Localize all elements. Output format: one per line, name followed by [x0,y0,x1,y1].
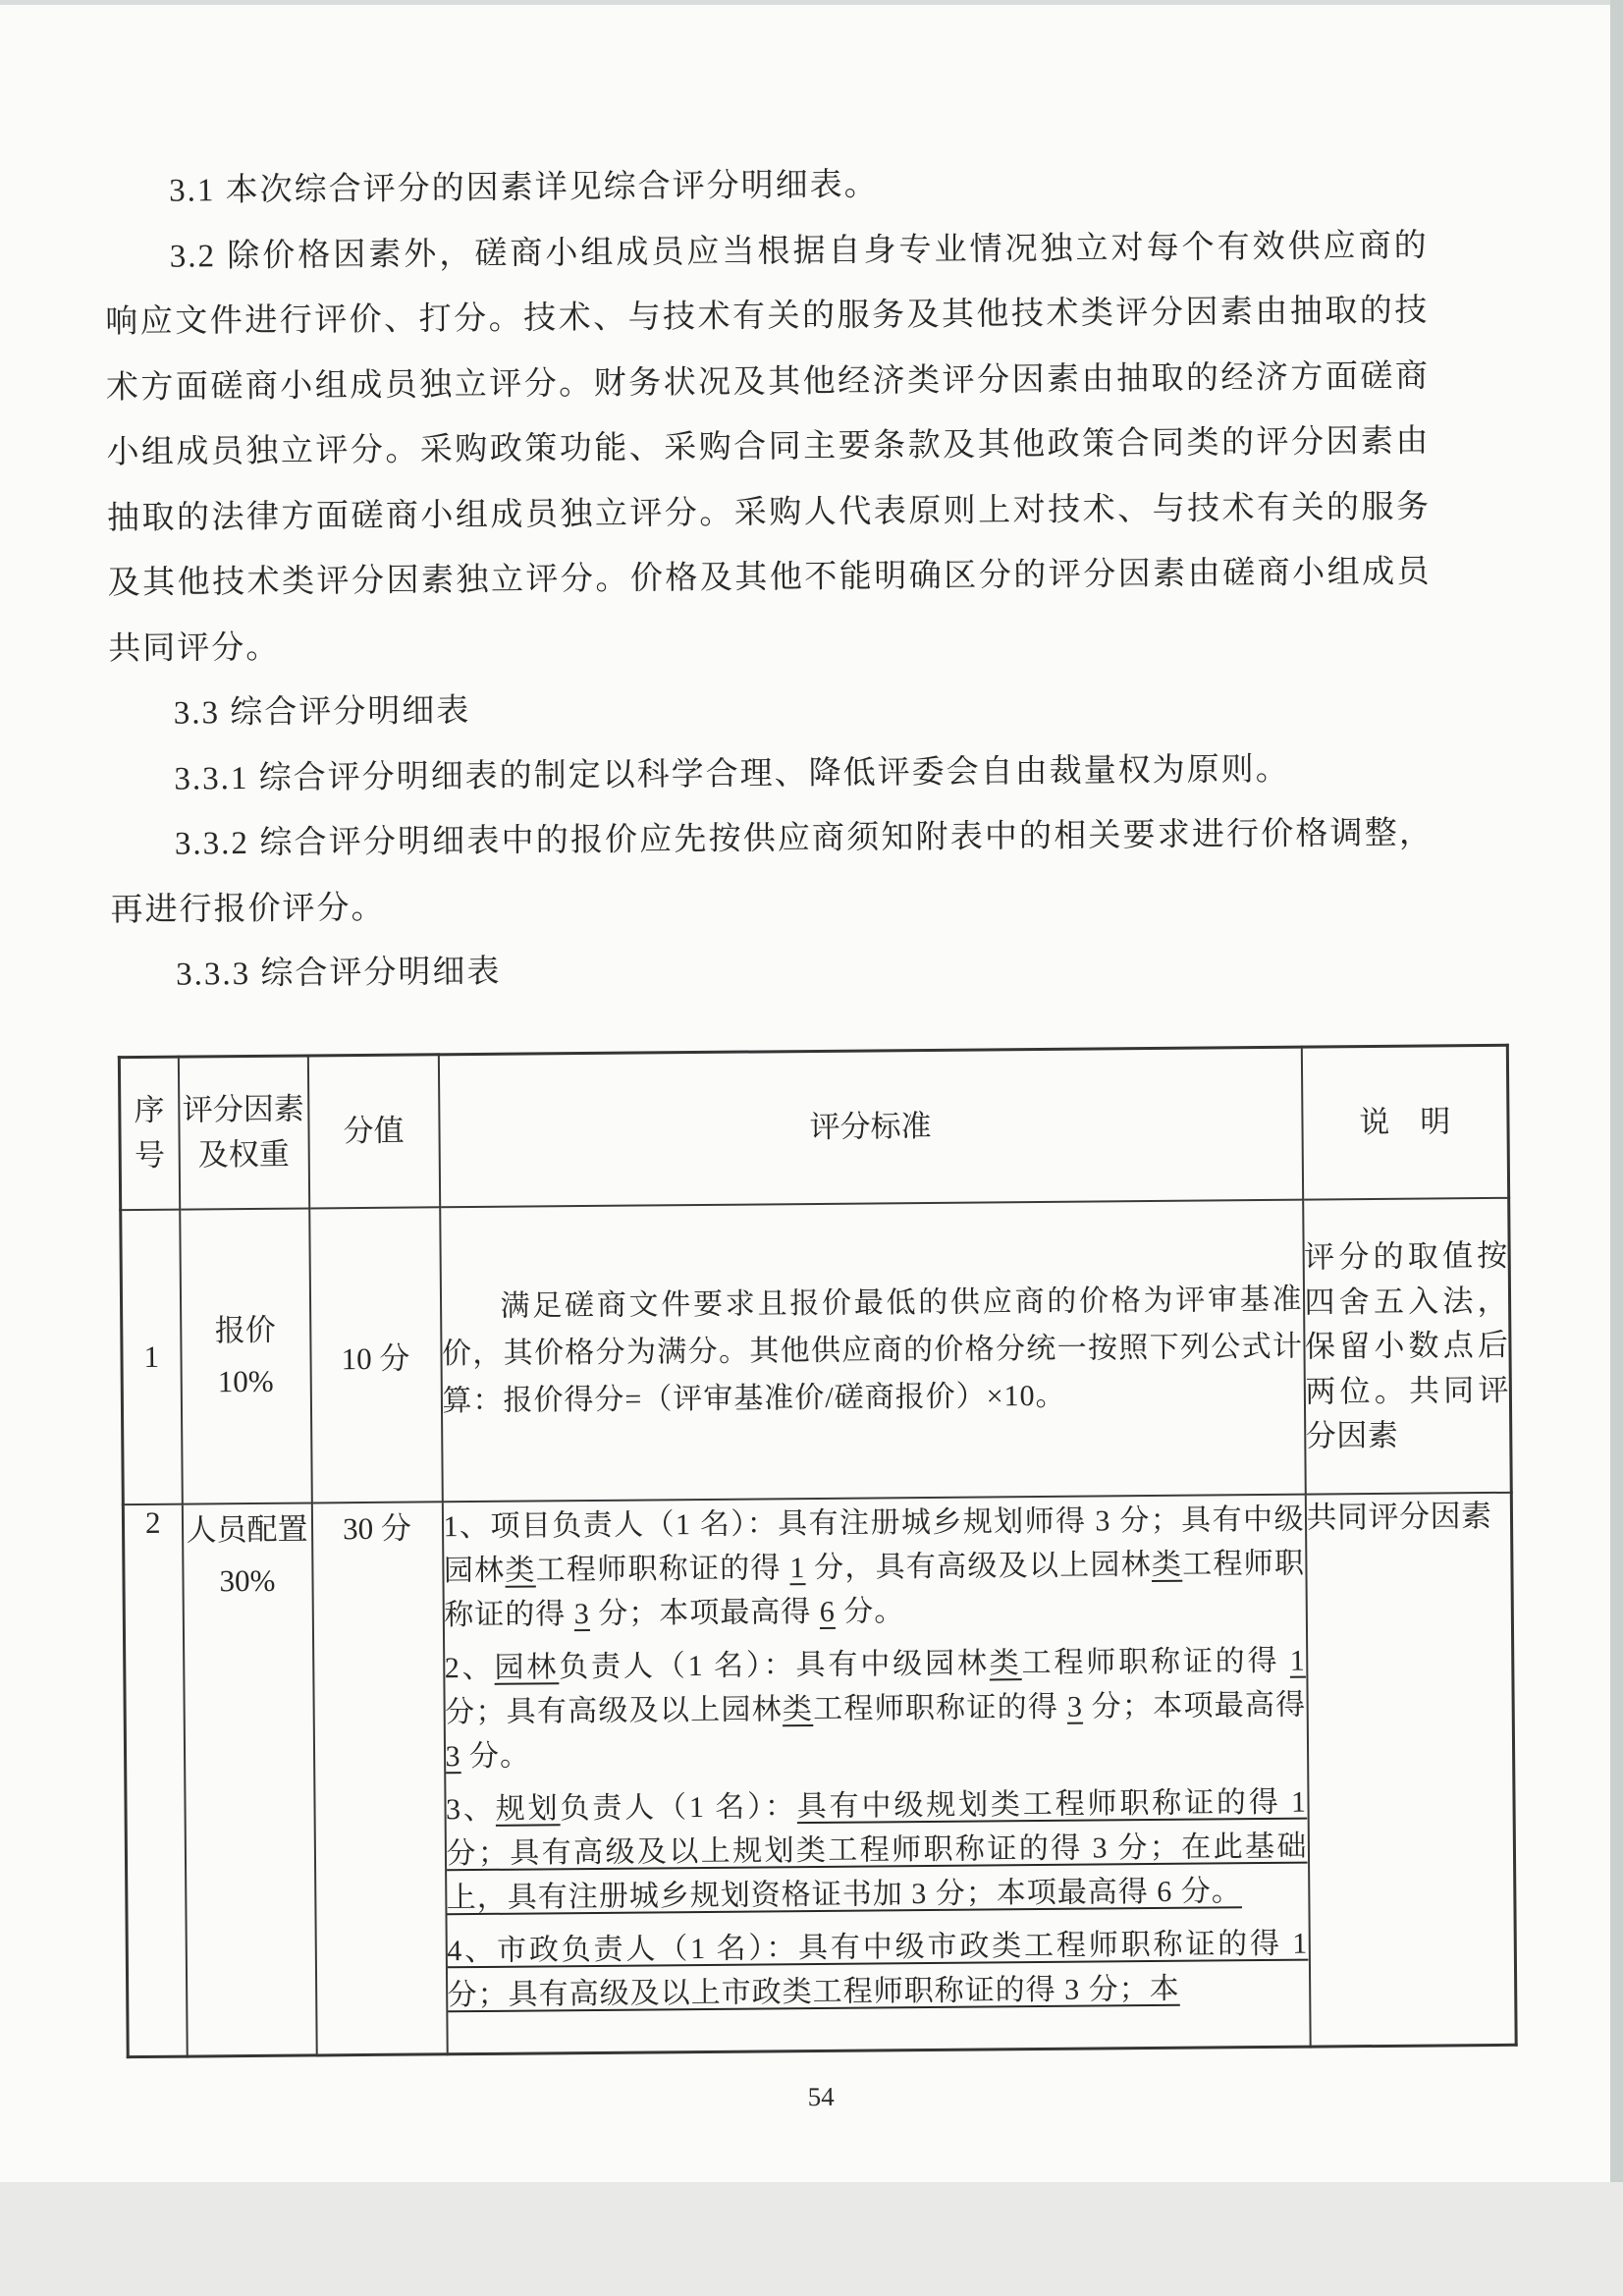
row2-note [1305,1493,1516,2047]
criteria-paragraph: 3、规划负责人（1 名）：具有中级规划类工程师职称证的得 1 分；具有高级及以上规划类工程师职称证的得 3 分；在此基础上，具有注册城乡规划资格证书加 3 分；本项最高得 6 分。 [445,1785,1308,1915]
paragraph-3-1: 3.1 本次综合评分的因素详见综合评分明细表。 [169,167,879,209]
criteria-paragraph: 1、项目负责人（1 名）：具有注册城乡规划师得 3 分；具有中级园林类工程师职称证的得 1 分，具有高级及以上园林类工程师职称证的得 3 分；本项最高得 6 分。 [443,1503,1306,1632]
criteria-paragraph: 满足磋商文件要求且报价最低的供应商的价格为评审基准价，其价格分为满分。其他供应商的价格分统一按照下列公式计算：报价得分=（评审基准价/磋商报价）×10。 [441,1283,1304,1418]
row1-factor-weight: 10% [217,1363,274,1399]
paragraph-3-2: 3.2 除价格因素外，磋商小组成员应当根据自身专业情况独立对每个有效供应商的响应文件进行评价、打分。技术、与技术有关的服务及其他技术类评分因素由抽取的技术方面磋商小组成员独立评分。财务状况及其他经济类评分因素由抽取的经济方面磋商小组成员独立评分。采购政策功能、采购合同主要条款及其他政策合同类的评分因素由抽取的法律方面磋商小组成员独立评分。采购人代表原则上对技术、与技术有关的服务及其他技术类评分因素独立评分。价格及其他不能明确区分的评分因素由磋商小组成员共同评分。 [105,227,1432,667]
row2-factor [182,1503,316,2056]
col-header-criteria: 评分标准 [438,1047,1302,1208]
col-header-seq: 序号 [119,1057,179,1211]
col-header-score: 分值 [307,1054,439,1208]
row2-criteria-text [443,1496,1309,2053]
row2-score: 30 分 [311,1502,447,2055]
table-row-staffing [123,1493,1516,2057]
paragraph-3-3-2: 3.3.2 综合评分明细表中的报价应先按供应商须知附表中的相关要求进行价格调整，再进行报价评分。 [110,815,1434,928]
scoring-table [118,1043,1518,2058]
paragraph-3-3-1: 3.3.1 综合评分明细表的制定以科学合理、降低评委会自由裁量权为原则。 [174,751,1290,797]
criteria-paragraph: 2、园林负责人（1 名）：具有中级园林类工程师职称证的得 1 分；具有高级及以上园林类工程师职称证的得 3 分；本项最高得 3 分。 [444,1644,1307,1774]
scan-edge-top [0,0,1623,5]
row1-score: 10 分 [309,1207,443,1503]
scan-edge-right [1610,0,1623,2296]
row1-criteria-text [441,1277,1303,1426]
row1-seq: 1 [121,1210,183,1505]
row2-seq: 2 [123,1504,187,2057]
paragraph-3-3: 3.3 综合评分明细表 [173,693,471,732]
row2-factor-name: 人员配置 [186,1511,308,1548]
row1-factor [180,1208,312,1503]
table-row-price [121,1198,1512,1504]
col-header-factor: 评分因素及权重 [178,1055,308,1209]
row1-factor-name: 报价 [214,1312,276,1348]
paragraph-3-3-3: 3.3.3 综合评分明细表 [175,954,502,993]
row1-criteria [440,1200,1306,1503]
table-header-row [119,1045,1508,1210]
page-number: 54 [807,2081,835,2112]
row2-note-text: 共同评分因素 [1306,1498,1492,1535]
row1-note-text: 评分的取值按四舍五入法，保留小数点后两位。共同评分因素 [1304,1238,1510,1453]
criteria-paragraph: 4、市政负责人（1 名）：具有中级市政类工程师职称证的得 1 分；具有高级及以上市政类工程师职称证的得 3 分；本 [447,1927,1309,2012]
col-header-note: 说 明 [1301,1045,1508,1200]
row2-factor-weight: 30% [219,1562,276,1599]
scan-edge-bottom [0,2182,1623,2296]
row1-note [1303,1198,1512,1495]
row2-criteria [442,1495,1310,2054]
